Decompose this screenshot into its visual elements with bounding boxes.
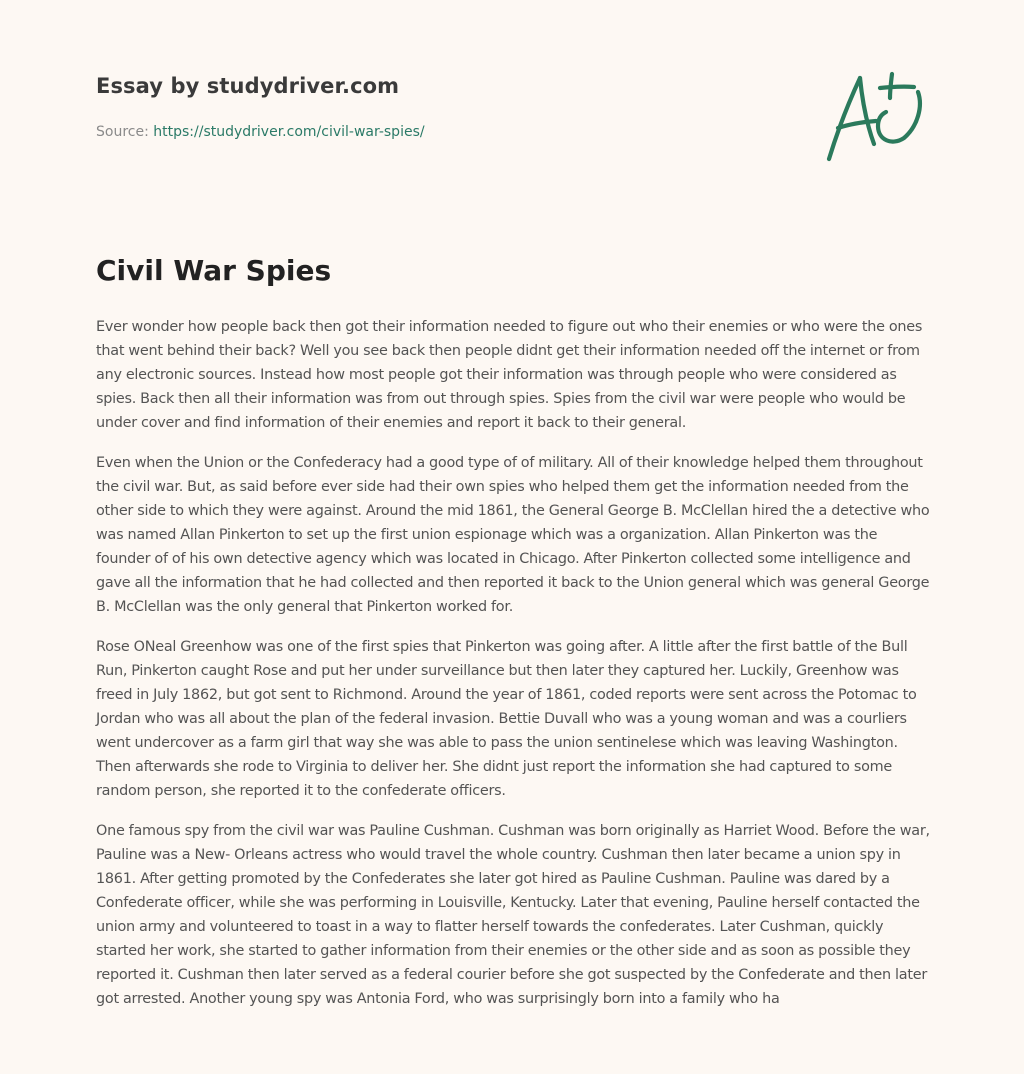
essay-paragraph: Rose ONeal Greenhow was one of the first spies that Pinkerton was going after. A little after the first battle of the Bull Run, Pinkerton caught Rose and put her under surveillance but then later they captured her. Luckily, Greenhow was freed in July 1862, but got sent to Richmond. Around the year of 1861, coded reports were sent across the Potomac to Jordan who was all about the plan of the federal invasion. Bettie Duvall who was a young woman and was a courliers went undercover as a farm girl that way she was able to pass the union sentinelese which was leaving Washington. Then afterwards she rode to Virginia to deliver her. She didnt just report the information she had captured to some random person, she reported it to the confederate officers. [96, 639, 917, 799]
a-plus-logo-icon [822, 66, 930, 166]
essay-paragraph: Ever wonder how people back then got their information needed to figure out who their enemies or who were the ones that went behind their back? Well you see back then people didnt get their information needed off the internet or from any electronic sources. Instead how most people got their information was through people who were considered as spies. Back then all their information was from out through spies. Spies from the civil war were people who would be under cover and find information of their enemies and report it back to their general. [96, 319, 923, 431]
source-label: Source: [96, 124, 149, 140]
source-link[interactable]: https://studydriver.com/civil-war-spies/ [153, 124, 425, 140]
essay-paragraph: Even when the Union or the Confederacy had a good type of of military. All of their knowledge helped them throughout the civil war. But, as said before ever side had their own spies who helped them get the information needed from the other side to which they were against. Around the mid 1861, the General George B. McClellan hired the a detective who was named Allan Pinkerton to set up the first union espionage which was a organization. Allan Pinkerton was the founder of of his own detective agency which was located in Chicago. After Pinkerton collected some intelligence and gave all the information that he had collected and then reported it back to the Union general which was general George B. McClellan was the only general that Pinkerton worked for. [96, 455, 930, 615]
brand-heading: Essay by studydriver.com [96, 74, 400, 98]
source-line [96, 124, 425, 140]
essay-body [96, 315, 932, 1027]
essay-paragraph: One famous spy from the civil war was Pauline Cushman. Cushman was born originally as Harriet Wood. Before the war, Pauline was a New- Orleans actress who would travel the whole country. Cushman then later became a union spy in 1861. After getting promoted by the Confederates she later got hired as Pauline Cushman. Pauline was dared by a Confederate officer, while she was performing in Louisville, Kentucky. Later that evening, Pauline herself contacted the union army and volunteered to toast in a way to flatter herself towards the confederates. Later Cushman, quickly started her work, she started to gather information from their enemies or the other side and as soon as possible they reported it. Cushman then later served as a federal courier before she got suspected by the Confederate and then later got arrested. Another young spy was Antonia Ford, who was surprisingly born into a family who ha [96, 823, 930, 1007]
essay-title: Civil War Spies [96, 254, 332, 287]
